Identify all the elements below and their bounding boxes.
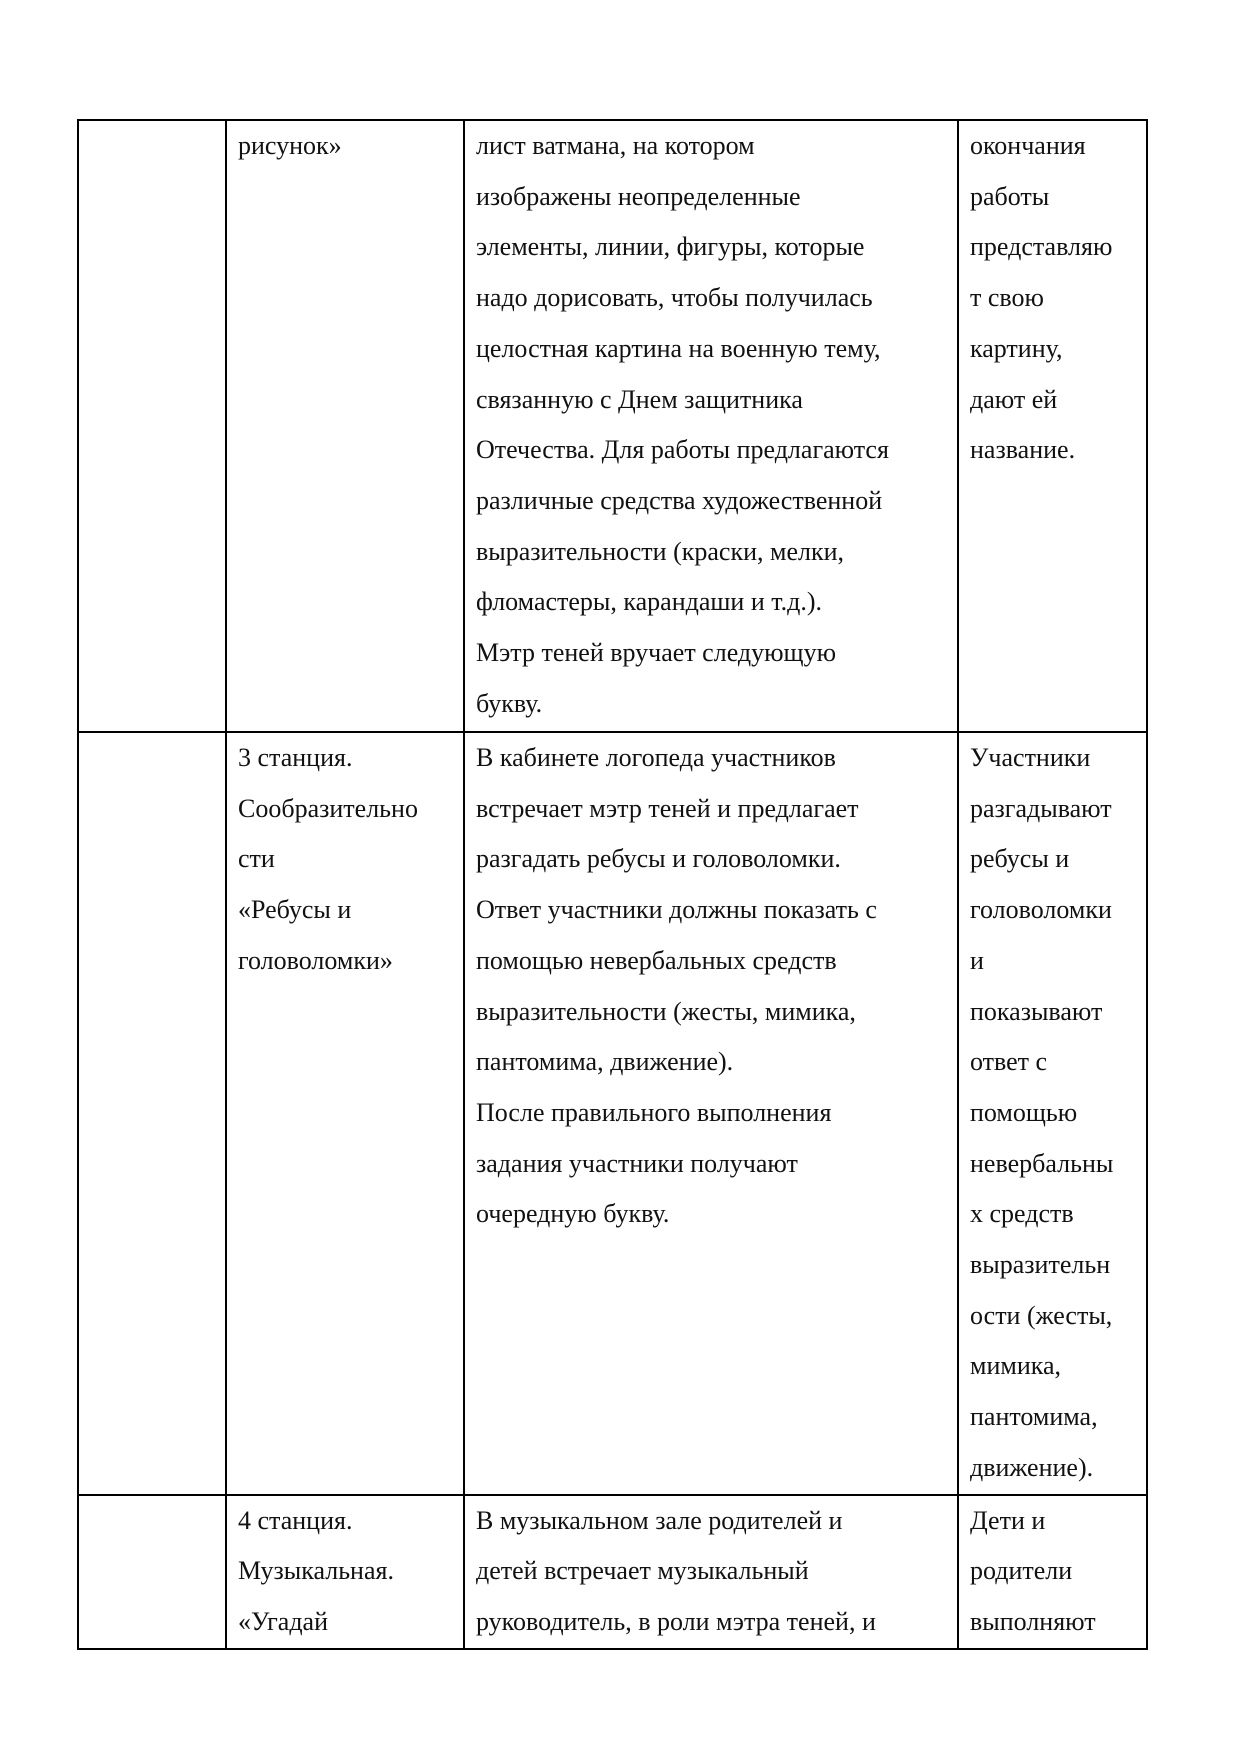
text-line: ости (жесты, [970,1300,1113,1330]
table-row [78,732,1147,1495]
text-line: Мэтр теней вручает следующую [476,638,836,668]
text-line: В кабинете логопеда участников [476,743,836,772]
table-cell-station [226,1495,464,1649]
text-line: 3 станция. [238,743,353,772]
text-line: Музыкальная. [238,1556,394,1586]
text-line: название. [970,435,1076,465]
text-line: рисунок» [238,131,342,160]
text-line: изображены неопределенные [476,181,801,211]
text-line: головоломки» [238,945,393,975]
table-cell-number [78,1495,226,1649]
table-cell-station [226,732,464,1495]
text-line: В музыкальном зале родителей и [476,1505,843,1535]
table-cell-description [464,120,958,732]
text-line: элементы, линии, фигуры, которые [476,232,865,262]
table-cell-number [78,732,226,1495]
text-line: различные средства художественной [476,485,883,515]
text-line: сти [238,844,275,874]
text-line: мимика, [970,1351,1062,1381]
text-line: пантомима, движение). [476,1047,734,1077]
text-line: целостная картина на военную тему, [476,333,881,363]
text-line: невербальны [970,1148,1114,1178]
text-line: помощью [970,1097,1078,1127]
text-line: Сообразительно [238,793,418,823]
text-line: Ответ участники должны показать с [476,895,877,925]
table-cell-description [464,732,958,1495]
text-line: работы [970,181,1050,211]
text-line: головоломки [970,895,1112,925]
text-line: дают ей [970,384,1058,414]
text-line: руководитель, в роли мэтра теней, и [476,1606,876,1636]
text-line: выразительности (жесты, мимика, [476,996,856,1026]
text-line: «Угадай [238,1606,329,1636]
text-line: и [970,945,984,975]
text-line: Дети и [970,1505,1046,1535]
text-line: т свою [970,283,1044,313]
text-line: х средств [970,1199,1074,1229]
text-line: очередную букву. [476,1199,670,1229]
table-cell-number [78,120,226,732]
text-line: движение). [970,1452,1094,1482]
text-line: Отечества. Для работы предлагаются [476,435,889,465]
text-line: показывают [970,996,1103,1026]
text-line: помощью невербальных средств [476,945,837,975]
text-line: окончания [970,131,1086,160]
table-cell-activity [958,732,1147,1495]
text-line: «Ребусы и [238,895,352,925]
text-line: После правильного выполнения [476,1097,832,1127]
table-row [78,120,1147,732]
text-line: выполняют [970,1606,1096,1636]
text-line: выразительн [970,1250,1111,1280]
table-cell-activity [958,120,1147,732]
text-line: надо дорисовать, чтобы получилась [476,283,873,313]
text-line: разгадать ребусы и головоломки. [476,844,841,874]
text-line: картину, [970,333,1063,363]
table-cell-activity [958,1495,1147,1649]
text-line: пантомима, [970,1402,1098,1432]
text-line: задания участники получают [476,1148,798,1178]
text-line: встречает мэтр теней и предлагает [476,793,859,823]
text-line: Участники [970,743,1091,772]
text-line: представляю [970,232,1113,262]
text-line: связанную с Днем защитника [476,384,803,414]
text-line: ребусы и [970,844,1070,874]
text-line: 4 станция. [238,1505,353,1535]
text-line: фломастеры, карандаши и т.д.). [476,587,823,617]
text-line: детей встречает музыкальный [476,1556,809,1586]
text-line: выразительности (краски, мелки, [476,536,845,566]
table-cell-station [226,120,464,732]
text-line: лист ватмана, на котором [476,131,755,160]
activity-table [77,119,1148,1650]
table-row [78,1495,1147,1649]
table-cell-description [464,1495,958,1649]
text-line: букву. [476,688,543,718]
text-line: родители [970,1556,1073,1586]
text-line: разгадывают [970,793,1112,823]
text-line: ответ с [970,1047,1048,1077]
